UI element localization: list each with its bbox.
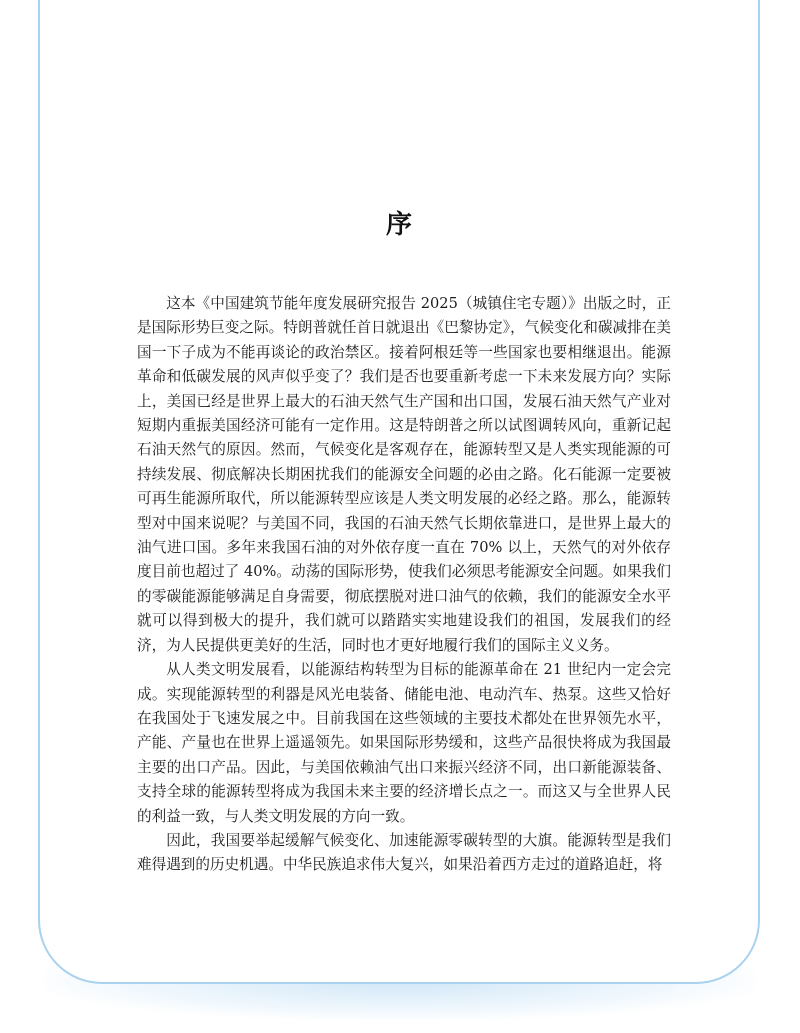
paragraph-3: 因此，我国要举起缓解气候变化、加速能源零碳转型的大旗。能源转型是我们难得遇到的历史机遇。中华民族追求伟大复兴，如果沿着西方走过的道路追赶，将: [137, 831, 671, 874]
paragraph-1: 这本《中国建筑节能年度发展研究报告 2025（城镇住宅专题）》出版之时，正是国际形势巨变之际。特朗普就任首日就退出《巴黎协定》，气候变化和碳减排在美国一下子成为不能再谈论的政治禁区。接着阿根廷等一些国家也要相继退出。能源革命和低碳发展的风声似乎变了？我们是否也要重新考虑一下未来发展方向？实际上，美国已经是世界上最大的石油天然气生产国和出口国，发展石油天然气产业对短期内重振美国经济可能有一定作用。这是特朗普之所以试图调转风向，重新记起石油天然气的原因。然而，气候变化是客观存在，能源转型又是人类实现能源的可持续发展、彻底解决长期困扰我们的能源安全问题的必由之路。化石能源一定要被可再生能源所取代，所以能源转型应该是人类文明发展的必经之路。那么，能源转型对中国来说呢？与美国不同，我国的石油天然气长期依靠进口，是世界上最大的油气进口国。多年来我国石油的对外依存度一直在 70% 以上，天然气的对外依存度目前也超过了 40%。动荡的国际形势，使我们必须思考能源安全问题。如果我们的零碳能源能够满足自身需要，彻底摆脱对进口油气的依赖，我们的能源安全水平就可以得到极大的提升，我们就可以踏踏实实地建设我们的祖国，发展我们的经济，为人民提供更美好的生活，同时也才更好地履行我们的国际主义义务。: [137, 295, 671, 654]
paragraph-2: 从人类文明发展看，以能源结构转型为目标的能源革命在 21 世纪内一定会完成。实现能源转型的利器是风光电装备、储能电池、电动汽车、热泵。这些又恰好在我国处于飞速发展之中。目前我国在这些领域的主要技术都处在世界领先水平，产能、产量也在世界上遥遥领先。如果国际形势缓和，这些产品很快将成为我国最主要的出口产品。因此，与美国依赖油气出口来振兴经济不同，出口新能源装备、支持全球的能源转型将成为我国未来主要的经济增长点之一。而这又与全世界人民的利益一致，与人类文明发展的方向一致。: [137, 661, 671, 825]
body-text: [137, 292, 671, 878]
page-title: 序: [385, 210, 414, 240]
